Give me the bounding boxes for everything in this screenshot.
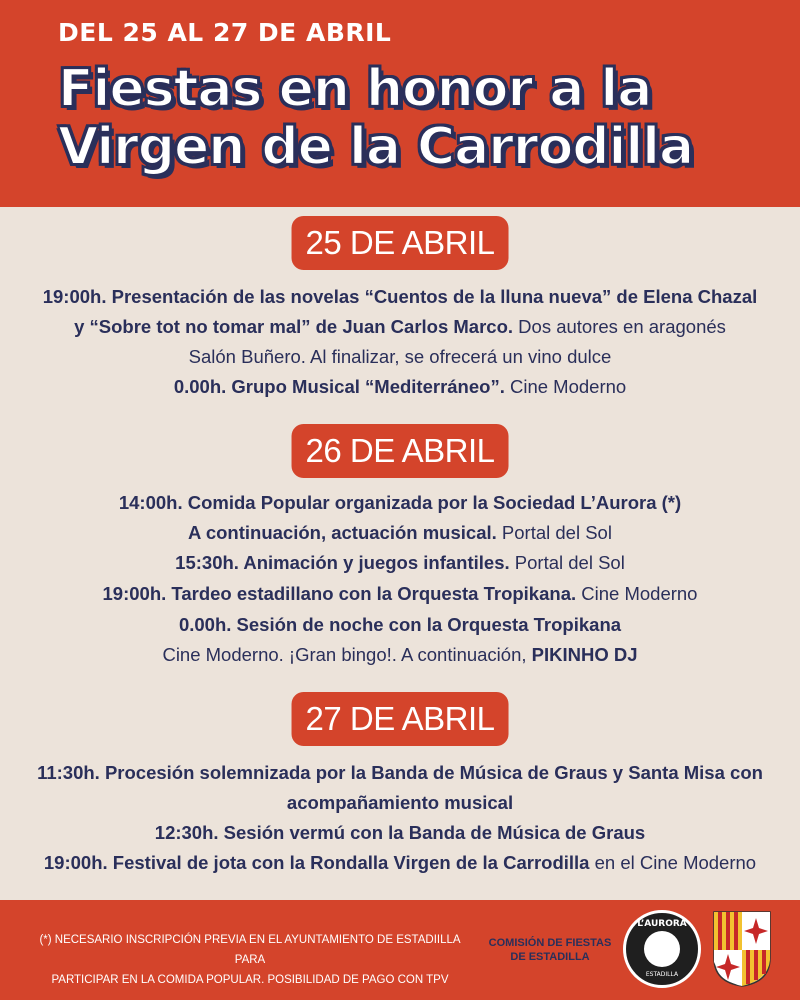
footnote: (*) NECESARIO INSCRIPCIÓN PREVIA EN EL AYUNTAMIENTO DE ESTADIILLA PARA PARTICIPAR EN LA COMIDA POPULAR. POSIBILIDAD DE PAGO CON TPV (39, 934, 461, 986)
schedule-line: Salón Buñero. Al finalizar, se ofrecerá un vino dulce (188, 346, 612, 367)
schedule-line: A continuación, actuación musical. Portal del Sol (188, 522, 612, 543)
schedule-line: 0.00h. Sesión de noche con la Orquesta Tropikana (178, 614, 622, 635)
schedule-line: 19:00h. Presentación de las novelas “Cuentos de la lluna nueva” de Elena Chazal (42, 286, 758, 307)
page-title (58, 60, 778, 176)
schedule-line: acompañamiento musical (286, 792, 514, 813)
schedule-line: 14:00h. Comida Popular organizada por la Sociedad L’Aurora (*) (118, 492, 682, 513)
event-dates: DEL 25 AL 27 DE ABRIL (58, 18, 392, 47)
coat-of-arms-icon (712, 910, 772, 988)
day-badge-25: 25 DE ABRIL (292, 216, 509, 270)
aurora-logo-icon: L’AURORA ESTADILLA (623, 910, 701, 988)
title-line-2: Virgen de la Carrodilla (58, 117, 694, 177)
header-banner (0, 0, 800, 207)
day-badge-27: 27 DE ABRIL (292, 692, 509, 746)
organizer-label: COMISIÓN DE FIESTAS DE ESTADILLA (488, 937, 612, 963)
schedule-line: Cine Moderno. ¡Gran bingo!. A continuación, PIKINHO DJ (162, 644, 638, 665)
schedule-line: 12:30h. Sesión vermú con la Banda de Música de Graus (154, 822, 646, 843)
schedule-line: 0.00h. Grupo Musical “Mediterráneo”. Cine Moderno (173, 376, 627, 397)
day-badge-26: 26 DE ABRIL (292, 424, 509, 478)
schedule-line: y “Sobre tot no tomar mal” de Juan Carlos Marco. Dos autores en aragonés (74, 316, 726, 337)
schedule-line: 19:00h. Tardeo estadillano con la Orquesta Tropikana. Cine Moderno (102, 583, 698, 604)
schedule-line: 15:30h. Animación y juegos infantiles. Portal del Sol (175, 552, 625, 573)
schedule-line: 19:00h. Festival de jota con la Rondalla Virgen de la Carrodilla en el Cine Moderno (43, 852, 757, 873)
title-line-1: Fiestas en honor a la (58, 59, 652, 119)
schedule-line: 11:30h. Procesión solemnizada por la Banda de Música de Graus y Santa Misa con (37, 762, 763, 783)
